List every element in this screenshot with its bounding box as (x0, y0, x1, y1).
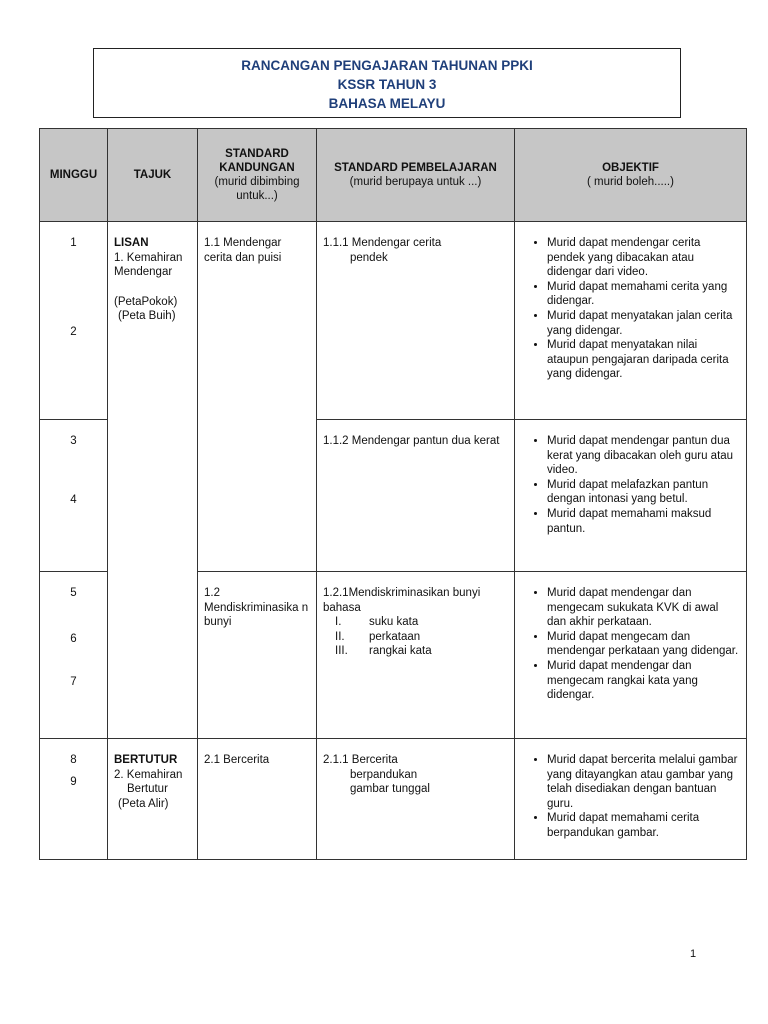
header-sp-title: STANDARD PEMBELAJARAN (334, 162, 497, 174)
week-number: 4 (70, 493, 77, 506)
title-line-1: RANCANGAN PENGAJARAN TAHUNAN PPKI (241, 58, 533, 73)
table-row (40, 739, 747, 860)
objective-cell (515, 739, 747, 860)
week-number: 2 (70, 325, 77, 338)
objective-cell (515, 222, 747, 420)
tajuk-line: 2. Kemahiran (114, 768, 183, 781)
sk-text: 1.2 Mendiskriminasika n bunyi (204, 587, 309, 629)
header-sp-sub: (murid berupaya untuk ...) (349, 176, 482, 188)
tajuk-line: (Peta Alir) (118, 797, 169, 810)
header-standard-kandungan (198, 129, 317, 222)
sp-text: gambar tunggal (350, 783, 430, 796)
table-header-row (40, 129, 747, 222)
week-number: 9 (70, 775, 77, 788)
sp-text: 1.1.1 Mendengar cerita (323, 237, 442, 249)
sp-sub-text: perkataan (369, 630, 421, 643)
document-title-box (93, 48, 681, 118)
objective-item: • Murid dapat mendengar cerita pendek yang dibacakan atau didengar dari video. (547, 236, 740, 280)
title-line-3: BAHASA MELAYU (328, 96, 446, 111)
lesson-plan-table (39, 128, 747, 860)
week-cell (40, 739, 108, 860)
objective-item: • Murid dapat menyatakan nilai ataupun pengajaran daripada cerita yang didengar. (547, 338, 740, 382)
week-cell (40, 420, 108, 572)
sp-sub-number: II. (335, 630, 345, 643)
week-cell (40, 222, 108, 420)
objective-item: • Murid dapat mendengar dan mengecam sukukata KVK di awal dan akhir perkataan. (547, 586, 740, 630)
objective-item: • Murid dapat bercerita melalui gambar yang ditayangkan atau gambar yang telah disediakan dengan bantuan guru. (547, 753, 740, 811)
sk-text: 2.1 Bercerita (204, 754, 270, 766)
sp-cell (317, 222, 515, 420)
tajuk-line: 1. Kemahiran Mendengar (114, 251, 183, 279)
tajuk-line: (PetaPokok) (114, 295, 178, 308)
objective-item: • Murid dapat memahami cerita yang didengar. (547, 280, 740, 309)
sk-cell (198, 222, 317, 572)
week-number: 1 (70, 237, 77, 249)
objective-item: • Murid dapat memahami maksud pantun. (547, 507, 740, 536)
sp-sub-number: I. (335, 616, 342, 629)
sp-sub-item (323, 615, 508, 630)
header-standard-pembelajaran (317, 129, 515, 222)
objective-item: • Murid dapat mendengar dan mengecam rangkai kata yang didengar. (547, 659, 740, 703)
objective-item: • Murid dapat mengecam dan mendengar perkataan yang didengar. (547, 630, 740, 659)
sp-sub-text: suku kata (369, 616, 419, 629)
sp-text: 2.1.1 Bercerita (323, 754, 398, 766)
sp-text: berpandukan (350, 768, 418, 781)
sp-sub-item (323, 644, 508, 659)
table-row (40, 222, 747, 420)
sp-sub-item (323, 630, 508, 645)
sp-sub-list (323, 615, 508, 659)
sp-cell (317, 420, 515, 572)
header-minggu: MINGGU (40, 129, 108, 222)
tajuk-line: (Peta Buih) (118, 310, 176, 323)
sp-cell (317, 572, 515, 739)
week-number: 5 (70, 587, 77, 599)
tajuk-line: Bertutur (127, 783, 168, 796)
header-objektif (515, 129, 747, 222)
objective-cell (515, 572, 747, 739)
page-number: 1 (690, 948, 697, 960)
objective-item: • Murid dapat menyatakan jalan cerita yang didengar. (547, 309, 740, 338)
sk-cell (198, 739, 317, 860)
objective-list (521, 434, 740, 536)
sp-text: 1.2.1Mendiskriminasikan bunyi bahasa (323, 587, 481, 614)
header-tajuk: TAJUK (108, 129, 198, 222)
objective-item: • Murid dapat melafazkan pantun dengan intonasi yang betul. (547, 478, 740, 507)
week-number: 3 (70, 435, 77, 447)
header-obj-title: OBJEKTIF (602, 162, 659, 174)
header-sk-title: STANDARD KANDUNGAN (219, 148, 295, 174)
sk-text: 1.1 Mendengar cerita dan puisi (204, 237, 282, 264)
week-number: 8 (70, 754, 77, 766)
sp-text: 1.1.2 Mendengar pantun dua kerat (323, 435, 500, 447)
tajuk-bertutur-cell (108, 739, 198, 860)
week-number: 6 (70, 632, 77, 645)
objective-cell (515, 420, 747, 572)
objective-list (521, 586, 740, 703)
tajuk-heading: BERTUTUR (114, 754, 178, 766)
objective-item: • Murid dapat memahami cerita berpandukan gambar. (547, 811, 740, 840)
sk-cell (198, 572, 317, 739)
objective-item: • Murid dapat mendengar pantun dua kerat yang dibacakan oleh guru atau video. (547, 434, 740, 478)
objective-list (521, 753, 740, 841)
title-line-2: KSSR TAHUN 3 (337, 77, 437, 92)
header-sk-sub: (murid dibimbing untuk...) (214, 176, 300, 202)
header-obj-sub: ( murid boleh.....) (587, 176, 674, 188)
week-number: 7 (70, 676, 77, 689)
objective-list (521, 236, 740, 382)
sp-sub-text: rangkai kata (369, 645, 432, 658)
tajuk-heading: LISAN (114, 237, 149, 249)
week-cell (40, 572, 108, 739)
sp-sub-number: III. (335, 645, 348, 658)
tajuk-lisan-cell (108, 222, 198, 739)
sp-text: pendek (350, 251, 388, 264)
sp-cell (317, 739, 515, 860)
